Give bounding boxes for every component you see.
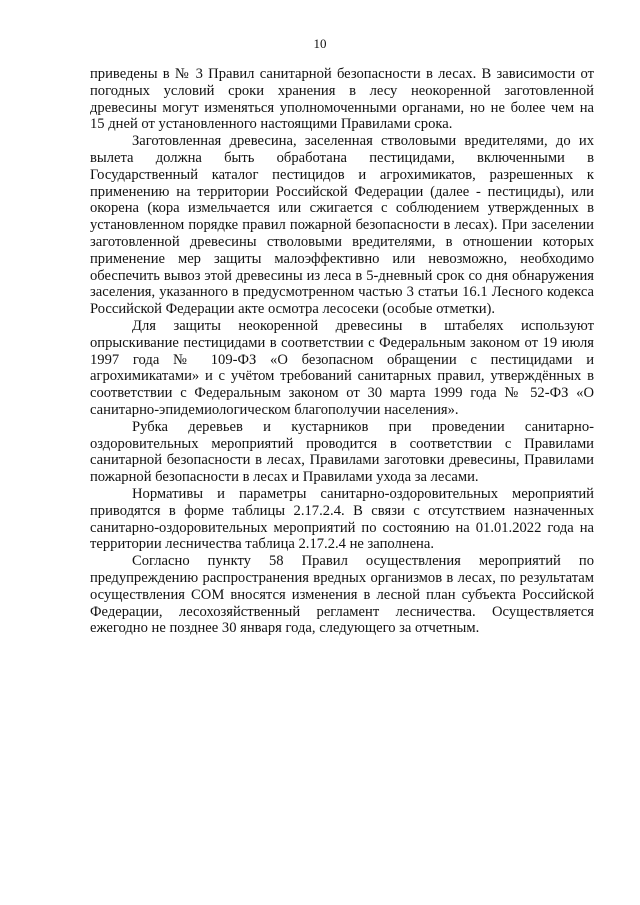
- paragraph-norms-table: Нормативы и параметры санитарно-оздоровительных мероприятий приводятся в форме таблицы 2.17.2.4. В связи с отсутствием назначенных санитарно-оздоровительных мероприятий по состоянию на 01.01.2022 года на территории лесничества таблица 2.17.2.4 не заполнена.: [90, 485, 594, 553]
- paragraph-pesticide-spraying: Для защиты неокоренной древесины в штабелях используют опрыскивание пестицидами в соответствии с Федеральным законом от 19 июля 1997 года № 109-ФЗ «О безопасном обращении с пестицидами и агрохимикатами» и с учётом требований санитарных правил, утверждённых в соответствии с Федеральным законом от 30 марта 1999 года № 52-ФЗ «О санитарно-эпидемиологическом благополучии населения».: [90, 317, 594, 418]
- document-body: [90, 66, 594, 637]
- page-number: 10: [313, 36, 327, 51]
- paragraph-infested-wood: Заготовленная древесина, заселенная стволовыми вредителями, до их вылета должна быть обработана пестицидами, включенными в Государственный каталог пестицидов и агрохимикатов, разрешенных к применению на территории Российской Федерации (далее - пестициды), или окорена (кора измельчается или сжигается с соблюдением утвержденных в установленном порядке правил пожарной безопасности в лесах). При заселении заготовленной древесины стволовыми вредителями, в отношении которых применение мер защиты малоэффективно или невозможно, необходимо обеспечить вывоз этой древесины из леса в 5-дневный срок со дня обнаружения заселения, указанного в предусмотренном частью 3 статьи 16.1 Лесного кодекса Российской Федерации акте осмотра лесосеки (особые отметки).: [90, 133, 594, 318]
- paragraph-forest-plan: Согласно пункту 58 Правил осуществления мероприятий по предупреждению распространения вредных организмов в лесах, по результатам осуществления СОМ вносятся изменения в лесной план субъекта Российской Федерации, лесохозяйственный регламент лесничества. Осуществляется ежегодно не позднее 30 января года, следующего за отчетным.: [90, 553, 594, 637]
- paragraph-storage-terms: приведены в № 3 Правил санитарной безопасности в лесах. В зависимости от погодных условий сроки хранения в лесу неокоренной заготовленной древесины могут изменяться уполномоченными органами, но не более чем на 15 дней от установленного настоящими Правилами срока.: [90, 66, 594, 133]
- paragraph-felling-rules: Рубка деревьев и кустарников при проведении санитарно-оздоровительных мероприятий проводится в соответствии с Правилами санитарной безопасности в лесах, Правилами заготовки древесины, Правилами пожарной безопасности в лесах и Правилами ухода за лесами.: [90, 418, 594, 486]
